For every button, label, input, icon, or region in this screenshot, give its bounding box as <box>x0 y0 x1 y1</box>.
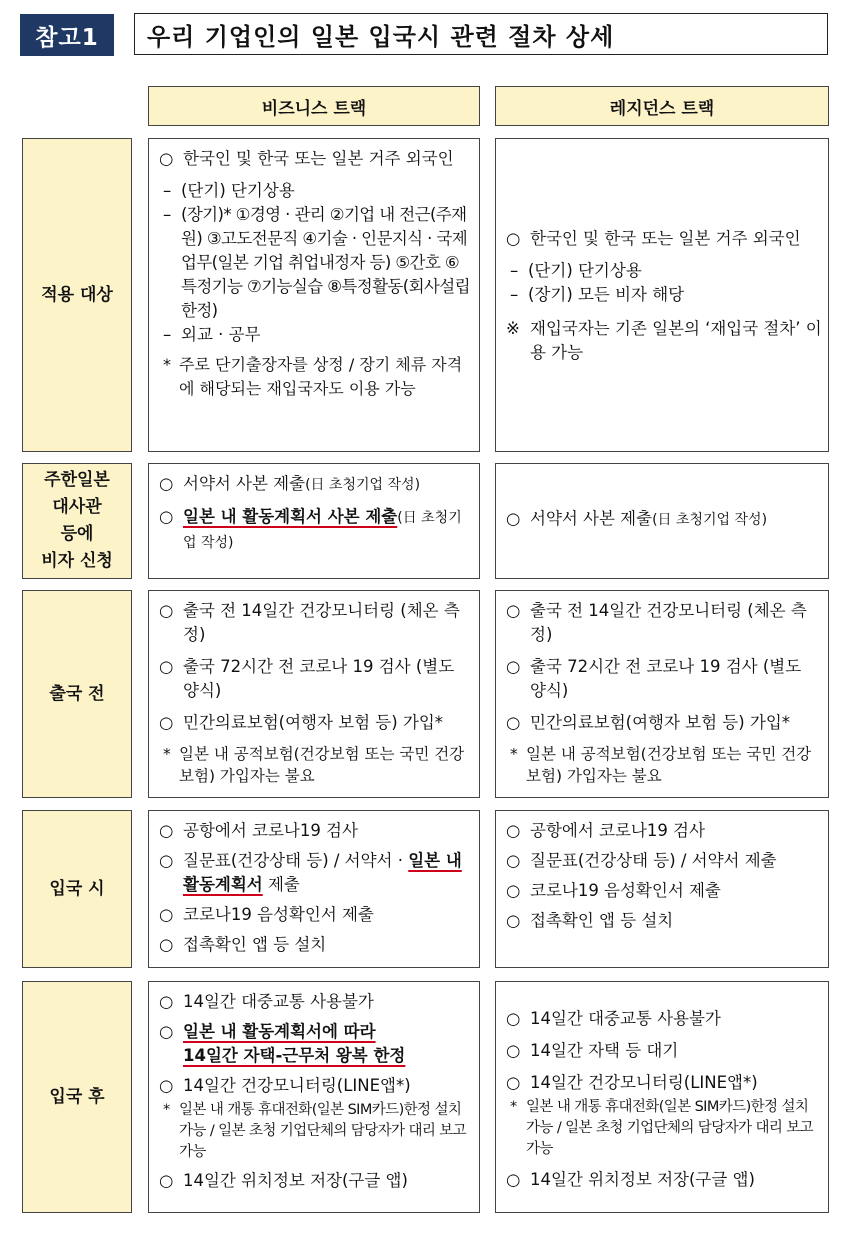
note: * 주로 단기출장자를 상정 / 장기 체류 자격에 해당되는 재입국자도 이용 가능 <box>157 353 473 401</box>
row-header-visa <box>22 463 132 579</box>
list-item: ○ 한국인 및 한국 또는 일본 거주 외국인 <box>157 147 473 171</box>
reference-tag: 참고1 <box>20 14 114 56</box>
note: * 일본 내 개통 휴대전화(일본 SIM카드)한정 설치 가능 / 일본 초청 기업단체의 담당자가 대리 보고 가능 <box>504 1097 822 1160</box>
row-label-line: 등에 <box>60 524 94 544</box>
list-item: – (장기) 모든 비자 해당 <box>504 283 822 307</box>
list-item: ○ 민간의료보험(여행자 보험 등) 가입* <box>504 711 822 735</box>
highlighted-text: 일본 내 활동계획서에 따라 <box>183 1022 376 1041</box>
list-item: ○ 14일간 대중교통 사용불가 <box>504 1007 822 1031</box>
list-item: ○ 한국인 및 한국 또는 일본 거주 외국인 <box>504 227 822 251</box>
row-label-line: 대사관 <box>52 497 102 517</box>
cell-visa-residence <box>495 463 829 579</box>
item-text: 서약서 사본 제출 <box>183 474 306 493</box>
row-label: 입국 후 <box>49 1086 105 1107</box>
list-item: ○ 출국 72시간 전 코로나 19 검사 (별도 양식) <box>157 655 473 703</box>
list-item: ○ 공항에서 코로나19 검사 <box>157 819 473 843</box>
list-item: – (단기) 단기상용 <box>504 259 822 283</box>
list-item: ○ 14일간 건강모니터링(LINE앱*) <box>504 1071 822 1095</box>
row-label-line: 비자 신청 <box>41 551 113 571</box>
column-header-residence: 레지던스 트랙 <box>495 86 829 126</box>
item-text: 질문표(건강상태 등) / 서약서 · <box>183 851 409 870</box>
list-item <box>157 1020 473 1068</box>
row-label: 출국 전 <box>49 683 105 704</box>
list-item: ○ 출국 72시간 전 코로나 19 검사 (별도 양식) <box>504 655 822 703</box>
list-item: – 외교 · 공무 <box>157 323 473 347</box>
list-item: ○ 접촉확인 앱 등 설치 <box>157 933 473 957</box>
list-item: ○ 14일간 위치정보 저장(구글 앱) <box>504 1168 822 1192</box>
cell-visa-business <box>148 463 480 579</box>
list-item <box>157 849 473 897</box>
cell-before-business <box>148 590 480 798</box>
list-item: ○ 민간의료보험(여행자 보험 등) 가입* <box>157 711 473 735</box>
row-label: 적용 대상 <box>41 284 113 305</box>
list-item <box>157 472 473 497</box>
row-header-target <box>22 138 132 452</box>
list-item: ○ 출국 전 14일간 건강모니터링 (체온 측정) <box>504 599 822 647</box>
list-item <box>504 507 822 532</box>
highlighted-text: 일본 내 활동계획서 사본 제출 <box>183 507 398 526</box>
cell-after-business <box>148 981 480 1213</box>
reference-note: ※ 재입국자는 기존 일본의 ‘재입국 절차’ 이용 가능 <box>504 317 822 365</box>
item-small-text: (日 초청기업 작성) <box>183 510 462 551</box>
item-small-text: (日 초청기업 작성) <box>305 477 421 493</box>
list-item: ○ 14일간 위치정보 저장(구글 앱) <box>157 1169 473 1193</box>
cell-target-business <box>148 138 480 452</box>
row-label-line: 주한일본 <box>44 470 110 490</box>
item-text: 서약서 사본 제출 <box>530 508 653 528</box>
cell-entry-residence <box>495 810 829 968</box>
list-item: ○ 코로나19 음성확인서 제출 <box>157 903 473 927</box>
list-item: ○ 공항에서 코로나19 검사 <box>504 819 822 843</box>
highlighted-text: 일본 내 활동계획서 <box>183 851 462 894</box>
list-item: ○ 출국 전 14일간 건강모니터링 (체온 측정) <box>157 599 473 647</box>
highlighted-text: 14일간 자택-근무처 왕복 한정 <box>183 1046 406 1065</box>
row-label: 입국 시 <box>49 878 105 899</box>
list-item: ○ 14일간 대중교통 사용불가 <box>157 990 473 1014</box>
cell-after-residence <box>495 981 829 1213</box>
row-header-after <box>22 981 132 1213</box>
list-item: – (장기)* ①경영 · 관리 ②기업 내 전근(주재원) ③고도전문직 ④기술 · 인문지식 · 국제업무(일본 기업 취업내정자 등) ⑤간호 ⑥특정기능 ⑦기능실습 ⑧특정활동(회사설립 한정) <box>157 203 473 323</box>
column-header-business: 비즈니스 트랙 <box>148 86 480 126</box>
cell-before-residence <box>495 590 829 798</box>
item-text: 제출 <box>262 875 300 894</box>
list-item <box>157 505 473 555</box>
cell-target-residence <box>495 138 829 452</box>
list-item: ○ 14일간 건강모니터링(LINE앱*) <box>157 1074 473 1098</box>
note: * 일본 내 공적보험(건강보험 또는 국민 건강보험) 가입자는 불요 <box>504 743 822 787</box>
row-header-before <box>22 590 132 798</box>
row-header-entry <box>22 810 132 968</box>
note: * 일본 내 개통 휴대전화(일본 SIM카드)한정 설치 가능 / 일본 초청 기업단체의 담당자가 대리 보고 가능 <box>157 1100 473 1163</box>
list-item: ○ 접촉확인 앱 등 설치 <box>504 909 822 933</box>
page-title: 우리 기업인의 일본 입국시 관련 절차 상세 <box>134 13 828 55</box>
cell-entry-business <box>148 810 480 968</box>
note: * 일본 내 공적보험(건강보험 또는 국민 건강보험) 가입자는 불요 <box>157 743 473 787</box>
item-small-text: (日 초청기업 작성) <box>652 511 768 528</box>
list-item: ○ 질문표(건강상태 등) / 서약서 제출 <box>504 849 822 873</box>
list-item: ○ 코로나19 음성확인서 제출 <box>504 879 822 903</box>
list-item: ○ 14일간 자택 등 대기 <box>504 1039 822 1063</box>
list-item: – (단기) 단기상용 <box>157 179 473 203</box>
